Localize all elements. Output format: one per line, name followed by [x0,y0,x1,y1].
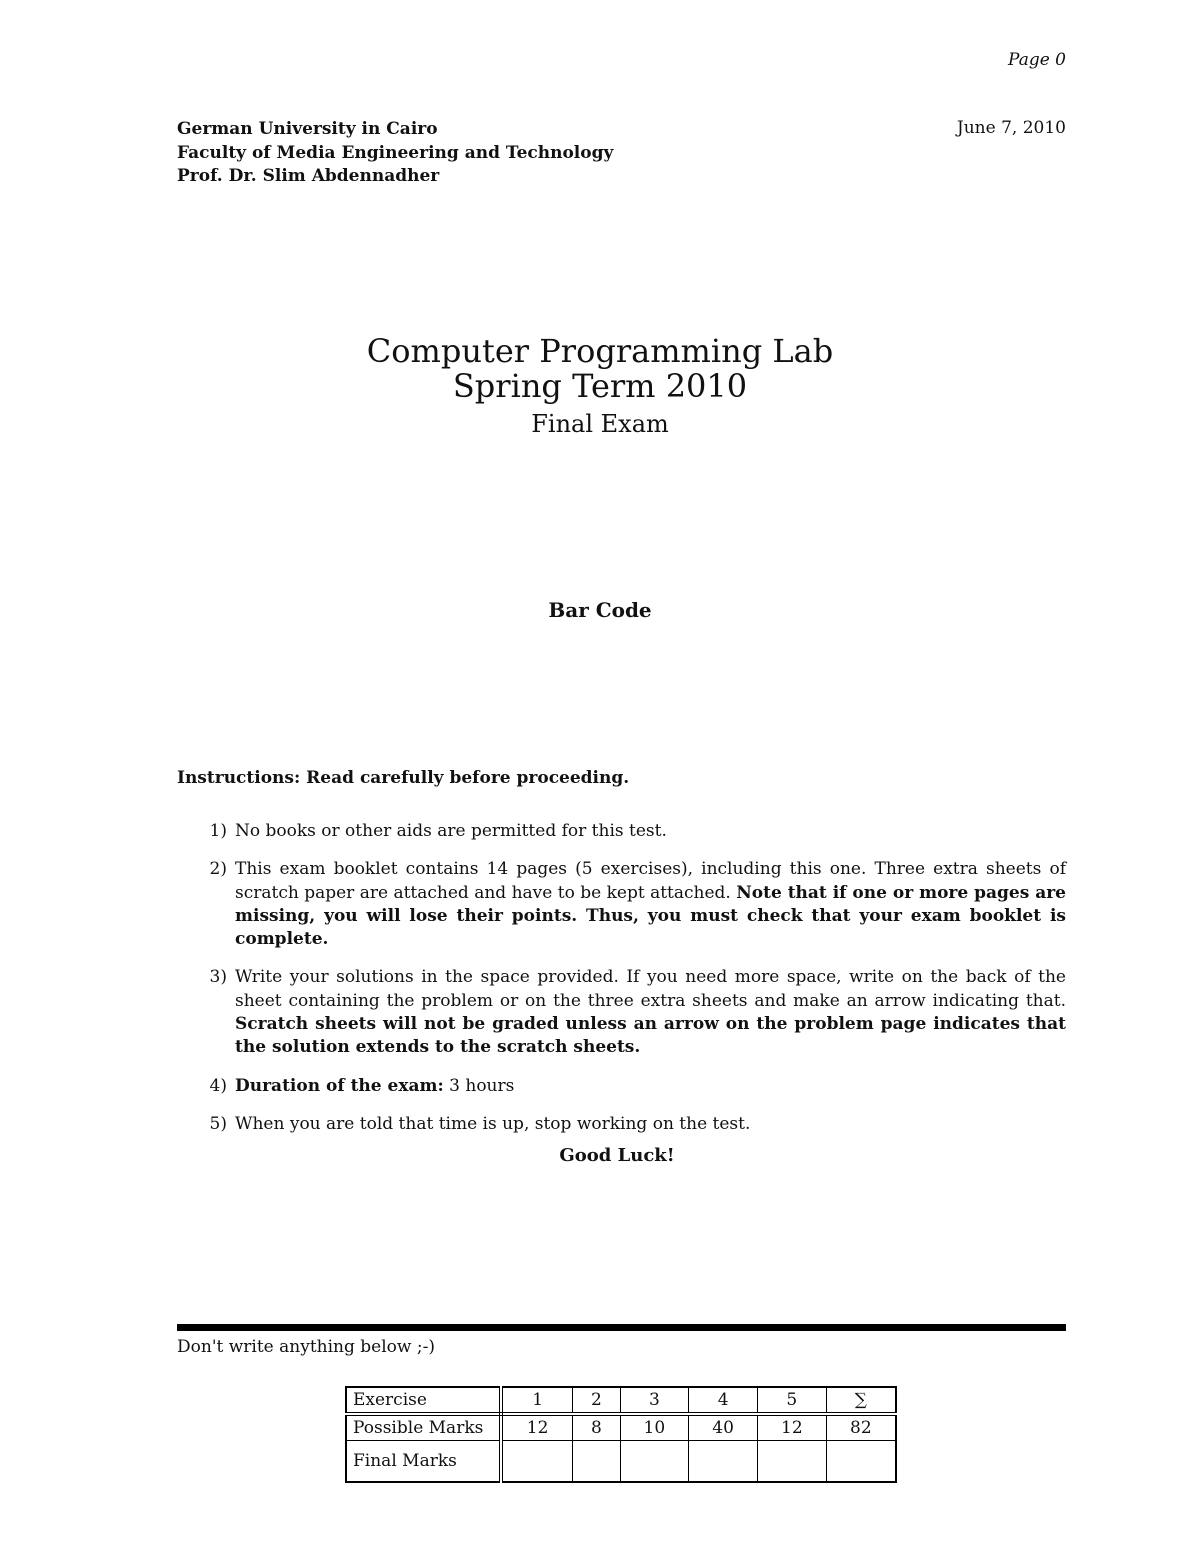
instruction-number: 3) [209,967,227,988]
exam-title: Final Exam [531,410,669,438]
barcode-label: Bar Code [548,598,652,622]
instruction-text [227,1113,1066,1136]
possible-mark: 10 [620,1414,689,1441]
possible-mark: 40 [689,1414,758,1441]
instruction-plain: Write your solutions in the space provided. If you need more space, write on the back of the sheet containing the problem or on the three extra sheets and make an arrow indicating that. [235,967,1066,1011]
table-header-cell: Exercise [346,1387,501,1414]
instruction-bold: Note that if one or more pages are missing, you will lose their points. Thus, you must check that your exam booklet is complete. [235,882,1066,950]
final-mark-cell [501,1441,573,1483]
institution-header [177,118,613,189]
table-row [346,1387,896,1414]
sum-symbol: ∑ [826,1387,896,1414]
exercise-number: 5 [757,1387,826,1414]
instruction-text [227,858,1066,951]
exercise-number: 3 [620,1387,689,1414]
footer-note: Don't write anything below ;-) [177,1337,435,1357]
instructions-heading-text: Instructions: Read carefully before proceeding. [177,768,630,788]
instruction-item [177,966,1066,1059]
instruction-text [227,966,1066,1059]
instruction-bold: Scratch sheets will not be graded unless an arrow on the problem page indicates that the solution extends to the scratch sheets. [235,1014,1066,1058]
marks-table [345,1386,897,1483]
exam-date: June 7, 2010 [956,118,1066,138]
final-mark-cell [573,1441,620,1483]
exercise-number: 1 [501,1387,573,1414]
title-block [0,334,1200,442]
exercise-number: 2 [573,1387,620,1414]
instruction-after: 3 hours [443,1075,515,1096]
university-name: German University in Cairo [177,119,438,139]
good-luck: Good Luck! [559,1145,675,1166]
instructions-list [177,820,1066,1151]
faculty-name: Faculty of Media Engineering and Technology [177,142,614,163]
possible-mark: 8 [573,1414,620,1441]
term-title: Spring Term 2010 [452,367,748,405]
final-mark-cell [826,1441,896,1483]
divider-rule [177,1324,1066,1331]
instruction-plain: No books or other aids are permitted for this test. [235,821,667,841]
course-title: Computer Programming Lab [366,332,834,370]
instruction-item [177,1113,1066,1136]
instruction-bold: Duration of the exam: [235,1075,444,1096]
instruction-text [227,1075,1066,1098]
possible-mark: 12 [757,1414,826,1441]
instruction-number: 5) [209,1113,227,1134]
table-row-label: Possible Marks [346,1414,501,1441]
table-row-label: Final Marks [346,1441,501,1483]
possible-mark: 12 [501,1414,573,1441]
instruction-plain: When you are told that time is up, stop working on the test. [235,1113,751,1134]
instructions-heading [177,768,629,788]
instruction-number: 2) [209,859,227,880]
instruction-text [227,820,1066,843]
table-row [346,1414,896,1441]
instruction-item [177,858,1066,951]
table-row [346,1441,896,1483]
instruction-item [177,820,1066,843]
page-number: Page 0 [1008,50,1066,70]
instruction-number: 1) [209,821,227,841]
final-mark-cell [757,1441,826,1483]
final-mark-cell [620,1441,689,1483]
final-mark-cell [689,1441,758,1483]
instruction-item [177,1075,1066,1098]
instruction-number: 4) [209,1075,227,1096]
instruction-plain: This exam booklet contains 14 pages (5 exercises), including this one. Three extra sheets of scratch paper are attached and have to be kept attached. [235,859,1066,903]
exercise-number: 4 [689,1387,758,1414]
possible-mark-total: 82 [826,1414,896,1441]
professor-name: Prof. Dr. Slim Abdennadher [177,166,440,186]
